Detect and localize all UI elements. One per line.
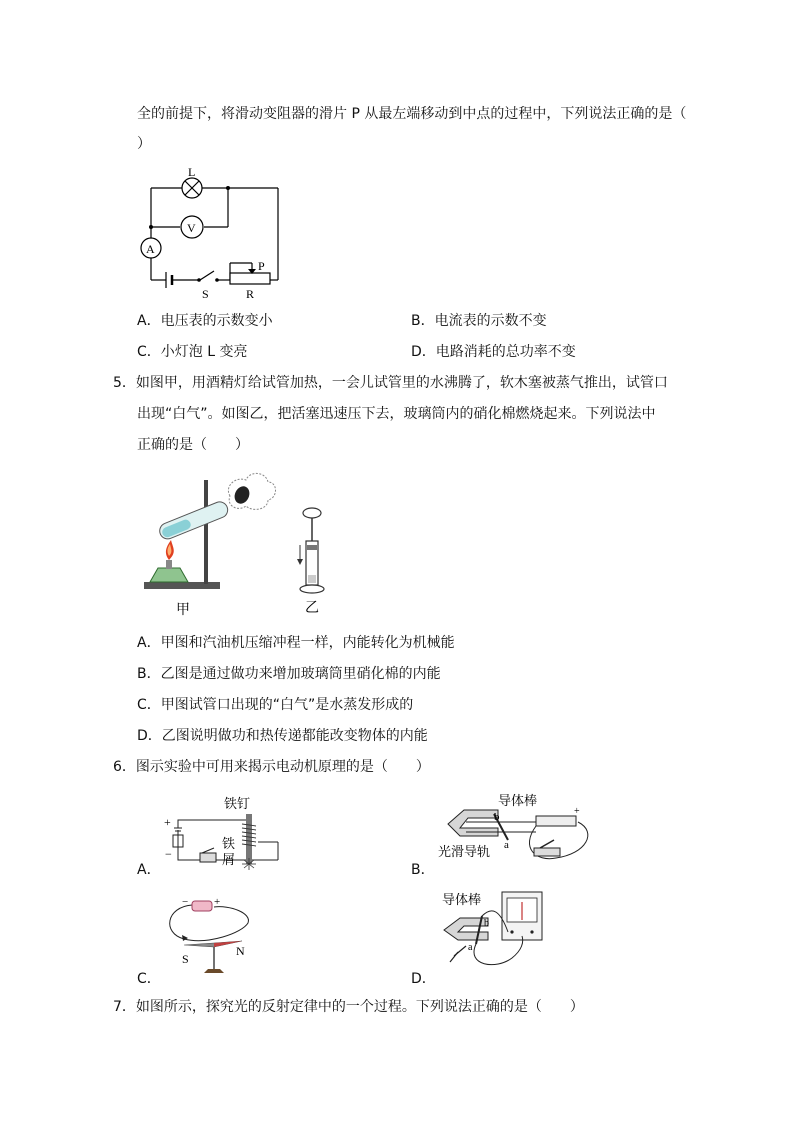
q7-stem: 7．如图所示，探究光的反射定律中的一个过程。下列说法正确的是（ ） (113, 999, 584, 1015)
q4-option-a: A．电压表的示数变小 (137, 313, 273, 329)
q5-figure-jia (140, 470, 280, 620)
q4-circuit-figure (130, 160, 290, 300)
rails-label: 光滑导轨 (438, 845, 491, 860)
b-label: b (494, 811, 500, 823)
rod-label-b: 导体棒 (498, 794, 538, 809)
q6-option-d-label: D． (411, 971, 436, 987)
iron-nail-label: 铁钉 (224, 797, 251, 812)
rod-label-d: 导体棒 (442, 893, 482, 908)
lamp-label: L (188, 165, 196, 179)
plus-sign-c: + (214, 896, 221, 908)
iron-filings-label-1: 铁 (222, 837, 236, 852)
q4-stem-line2: ） (137, 136, 151, 152)
q5-stem-line3: 正确的是（ ） (137, 437, 249, 453)
q4-option-b: B．电流表的示数不变 (411, 313, 547, 329)
q6-option-b-label: B． (411, 862, 435, 878)
slider-label: P (258, 259, 265, 273)
q6-figure-c (158, 893, 268, 983)
q5-option-a: A．甲图和汽油机压缩冲程一样，内能转化为机械能 (137, 635, 455, 651)
iron-filings-label-2: 屑 (222, 853, 236, 868)
q6-option-a-label: A． (137, 862, 161, 878)
switch-label: S (202, 287, 209, 300)
q5-option-d: D．乙图说明做功和热传递都能改变物体的内能 (137, 728, 428, 744)
q4-option-d: D．电路消耗的总功率不变 (411, 344, 576, 360)
q5-stem-line1: 5．如图甲，用酒精灯给试管加热，一会儿试管里的水沸腾了，软木塞被蒸气推出，试管口 (113, 375, 668, 391)
plus-sign: + (164, 815, 171, 829)
q5-figure-yi (290, 505, 340, 620)
q6-figure-a (158, 790, 288, 875)
rheostat-label: R (246, 287, 255, 300)
q5-option-b: B．乙图是通过做功来增加玻璃筒里硝化棉的内能 (137, 666, 441, 682)
minus-sign: − (165, 847, 172, 861)
q5-stem-line2: 出现“白气”。如图乙，把活塞迅速压下去，玻璃筒内的硝化棉燃烧起来。下列说法中 (137, 406, 656, 422)
q5-option-c: C．甲图试管口出现的“白气”是水蒸发形成的 (137, 697, 414, 713)
q6-stem: 6．图示实验中可用来揭示电动机原理的是（ ） (113, 759, 430, 775)
q6-figure-b (436, 788, 606, 878)
b-label-d: b (484, 918, 489, 929)
ammeter-label: A (146, 242, 155, 256)
q4-option-c: C．小灯泡 L 变亮 (137, 344, 248, 360)
q6-option-c-label: C． (137, 971, 161, 987)
voltmeter-label: V (187, 221, 196, 235)
figure-jia-label: 甲 (176, 602, 190, 618)
a-label: a (504, 839, 509, 851)
minus-sign-c: − (182, 896, 189, 908)
q4-stem-line1: 全的前提下，将滑动变阻器的滑片 P 从最左端移动到中点的过程中，下列说法正确的是（ (137, 106, 687, 122)
north-pole-label: N (236, 944, 245, 958)
south-pole-label: S (182, 952, 189, 966)
figure-yi-label: 乙 (305, 600, 319, 616)
q6-figure-d (436, 886, 566, 981)
a-label-d: a (468, 942, 473, 953)
battery-plus: + (574, 806, 580, 817)
